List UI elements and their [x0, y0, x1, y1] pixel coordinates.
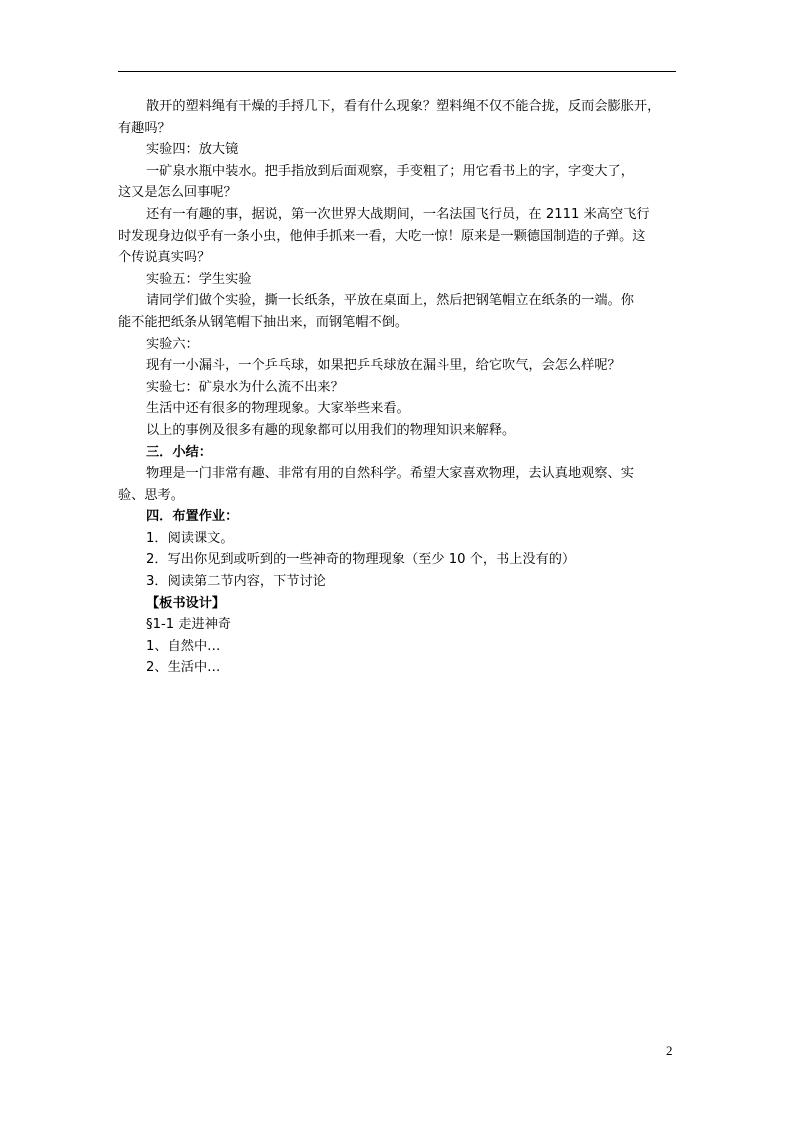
homework-item: 3．阅读第二节内容，下节讨论	[146, 574, 326, 590]
page-number: 2	[666, 1043, 673, 1058]
paragraph-line: 个传说真实吗？	[118, 250, 211, 266]
homework-item: 2．写出你见到或听到的一些神奇的物理现象（至少 10 个，书上没有的）	[146, 552, 576, 568]
board-line: §1-1 走进神奇	[146, 617, 232, 633]
homework-heading: 四．布置作业：	[146, 509, 239, 525]
paragraph-line: 时发现身边似乎有一条小虫，他伸手抓来一看，大吃一惊！原来是一颗德国制造的子弹。这	[118, 228, 646, 244]
paragraph-line: 能不能把纸条从钢笔帽下抽出来，而钢笔帽不倒。	[118, 314, 409, 330]
paragraph-line: 生活中还有很多的物理现象。大家举些来看。	[146, 401, 410, 417]
header-rule	[118, 71, 676, 72]
experiment-4-heading: 实验四：放大镜	[146, 142, 239, 158]
paragraph-line: 散开的塑料绳有干燥的手捋几下，看有什么现象？塑料绳不仅不能合拢，反而会膨胀开，	[146, 99, 661, 114]
paragraph-line: 现有一小漏斗，一个乒乓球，如果把乒乓球放在漏斗里，给它吹气，会怎么样呢？	[146, 358, 621, 374]
paragraph-line: 以上的事例及很多有趣的现象都可以用我们的物理知识来解释。	[146, 422, 516, 438]
paragraph-line: 一矿泉水瓶中装水。把手指放到后面观察，手变粗了；用它看书上的字，字变大了，	[146, 163, 634, 179]
experiment-5-heading: 实验五：学生实验	[146, 271, 252, 287]
homework-item: 1．阅读课文。	[146, 530, 234, 546]
paragraph-line: 有趣吗？	[118, 120, 171, 136]
paragraph-line: 验、思考。	[118, 487, 184, 503]
paragraph-line: 物理是一门非常有趣、非常有用的自然科学。希望大家喜欢物理，去认真地观察、实	[146, 466, 634, 482]
board-line: 2、生活中…	[146, 660, 221, 676]
experiment-7-heading: 实验七：矿泉水为什么流不出来？	[146, 379, 344, 395]
board-line: 1、自然中…	[146, 638, 221, 654]
experiment-6-heading: 实验六：	[146, 336, 199, 352]
paragraph-line: 还有一有趣的事，据说，第一次世界大战期间，一名法国飞行员，在 2111 米高空飞行	[146, 206, 650, 222]
paragraph-line: 请同学们做个实验，撕一长纸条，平放在桌面上，然后把钢笔帽立在纸条的一端。你	[146, 293, 634, 309]
board-design-heading: 【板书设计】	[146, 595, 226, 611]
document-body	[118, 96, 678, 679]
paragraph-line: 这又是怎么回事呢？	[118, 185, 237, 201]
summary-heading: 三．小结：	[146, 444, 212, 460]
